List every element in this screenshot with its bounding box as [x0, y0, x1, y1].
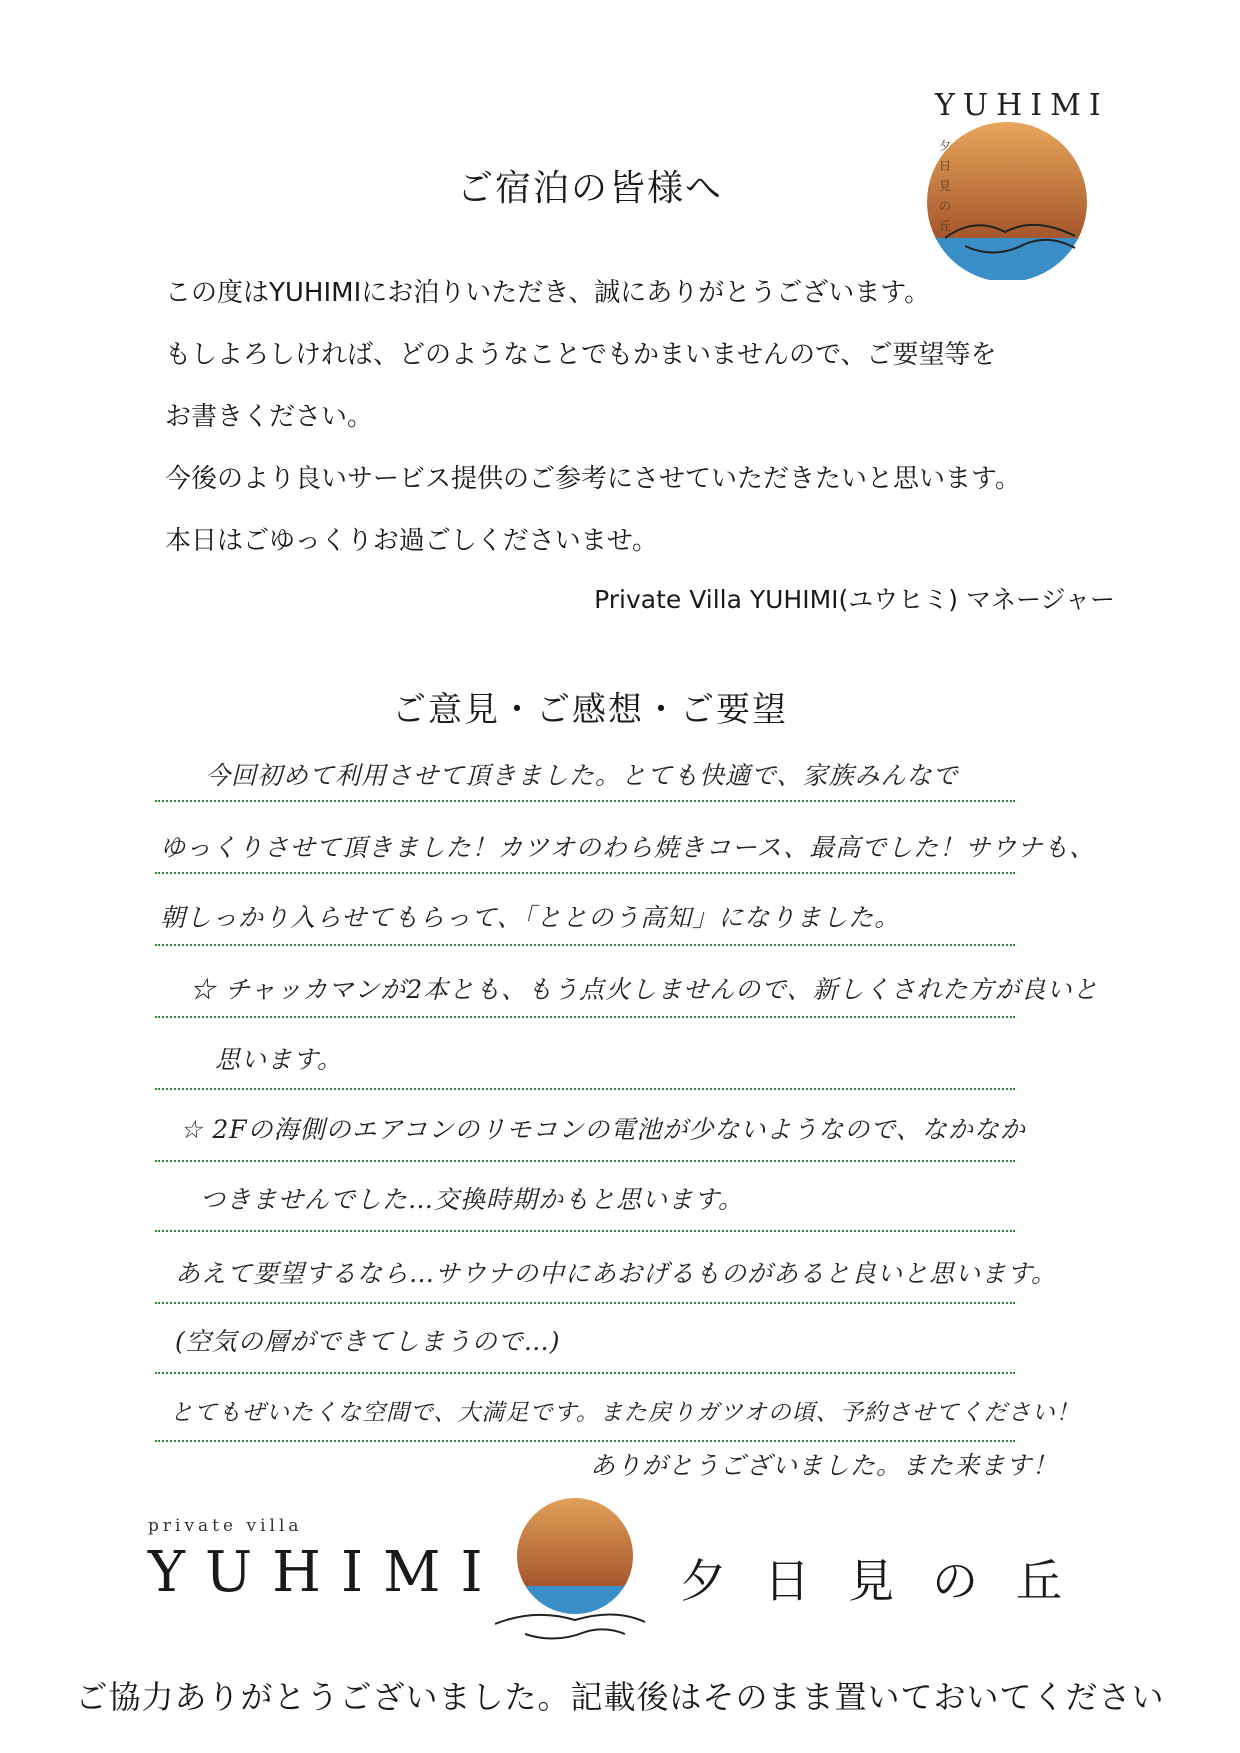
intro-line: この度はYUHIMIにお泊りいただき、誠にありがとうございます。	[165, 278, 931, 308]
comments-heading: ご意見・ご感想・ご要望	[392, 690, 788, 730]
top-logo-vertical-jp-1: 夕	[939, 139, 952, 153]
handwritten-line: ☆ 2Fの海側のエアコンのリモコンの電池が少ないようなので、なかなか	[180, 1115, 1026, 1144]
top-logo-vertical-jp-2: 日	[939, 159, 952, 173]
top-logo-vertical-jp-5: 丘	[939, 219, 952, 233]
handwritten-line: とてもぜいたくな空間で、大満足です。また戻りガツオの頃、予約させてください！	[170, 1400, 1080, 1426]
top-logo-vertical-jp-3: 見	[939, 179, 952, 193]
handwritten-line: 朝しっかり入らせてもらって、「ととのう高知」になりました。	[160, 903, 901, 932]
handwritten-line: あえて要望するなら…サウナの中にあおげるものがあると良いと思います。	[175, 1259, 1058, 1288]
ruled-line	[155, 1372, 1015, 1374]
manager-signature: Private Villa YUHIMI(ユウヒミ) マネージャー	[594, 585, 1115, 614]
ruled-line	[155, 1230, 1015, 1232]
handwritten-line: ☆ チャッカマンが2本とも、もう点火しませんので、新しくされた方が良いと	[190, 975, 1099, 1004]
top-logo-brand: YUHIMI	[935, 88, 1109, 123]
top-logo	[925, 84, 1109, 264]
intro-line: もしよろしければ、どのようなことでもかまいませんので、ご要望等を	[165, 340, 997, 370]
ruled-line	[155, 1302, 1015, 1304]
bottom-logo-jp: 夕日見の丘	[680, 1554, 1100, 1608]
handwritten-line: ゆっくりさせて頂きました！カツオのわら焼きコース、最高でした！サウナも、	[160, 833, 1096, 862]
handwritten-line: 今回初めて利用させて頂きました。とても快適で、家族みんなで	[205, 761, 959, 790]
ruled-line	[155, 1016, 1015, 1018]
top-logo-vertical-jp-4: の	[939, 199, 952, 213]
intro-line: 今後のより良いサービス提供のご参考にさせていただきたいと思います。	[165, 464, 1021, 494]
page-title: ご宿泊の皆様へ	[456, 168, 723, 209]
intro-line: 本日はごゆっくりお過ごしくださいませ。	[165, 526, 658, 556]
handwritten-line: ありがとうございました。また来ます！	[590, 1451, 1059, 1480]
sunset-logo-icon	[495, 1488, 655, 1648]
handwritten-line: (空気の層ができてしまうので…)	[175, 1327, 561, 1356]
handwritten-line: 思います。	[215, 1045, 344, 1074]
handwritten-line: つきませんでした…交換時期かもと思います。	[200, 1185, 745, 1214]
footer-note: ご協力ありがとうございました。記載後はそのまま置いておいてください	[75, 1678, 1165, 1716]
ruled-line	[155, 872, 1015, 874]
bottom-logo-private-villa: private villa	[148, 1516, 303, 1536]
sunset-logo-icon	[925, 120, 1095, 280]
ruled-line	[155, 1088, 1015, 1090]
ruled-line	[155, 1440, 1015, 1442]
ruled-line	[155, 944, 1015, 946]
ruled-line	[155, 800, 1015, 802]
intro-line: お書きください。	[165, 402, 374, 432]
ruled-line	[155, 1160, 1015, 1162]
bottom-logo-brand: YUHIMI	[148, 1540, 503, 1605]
